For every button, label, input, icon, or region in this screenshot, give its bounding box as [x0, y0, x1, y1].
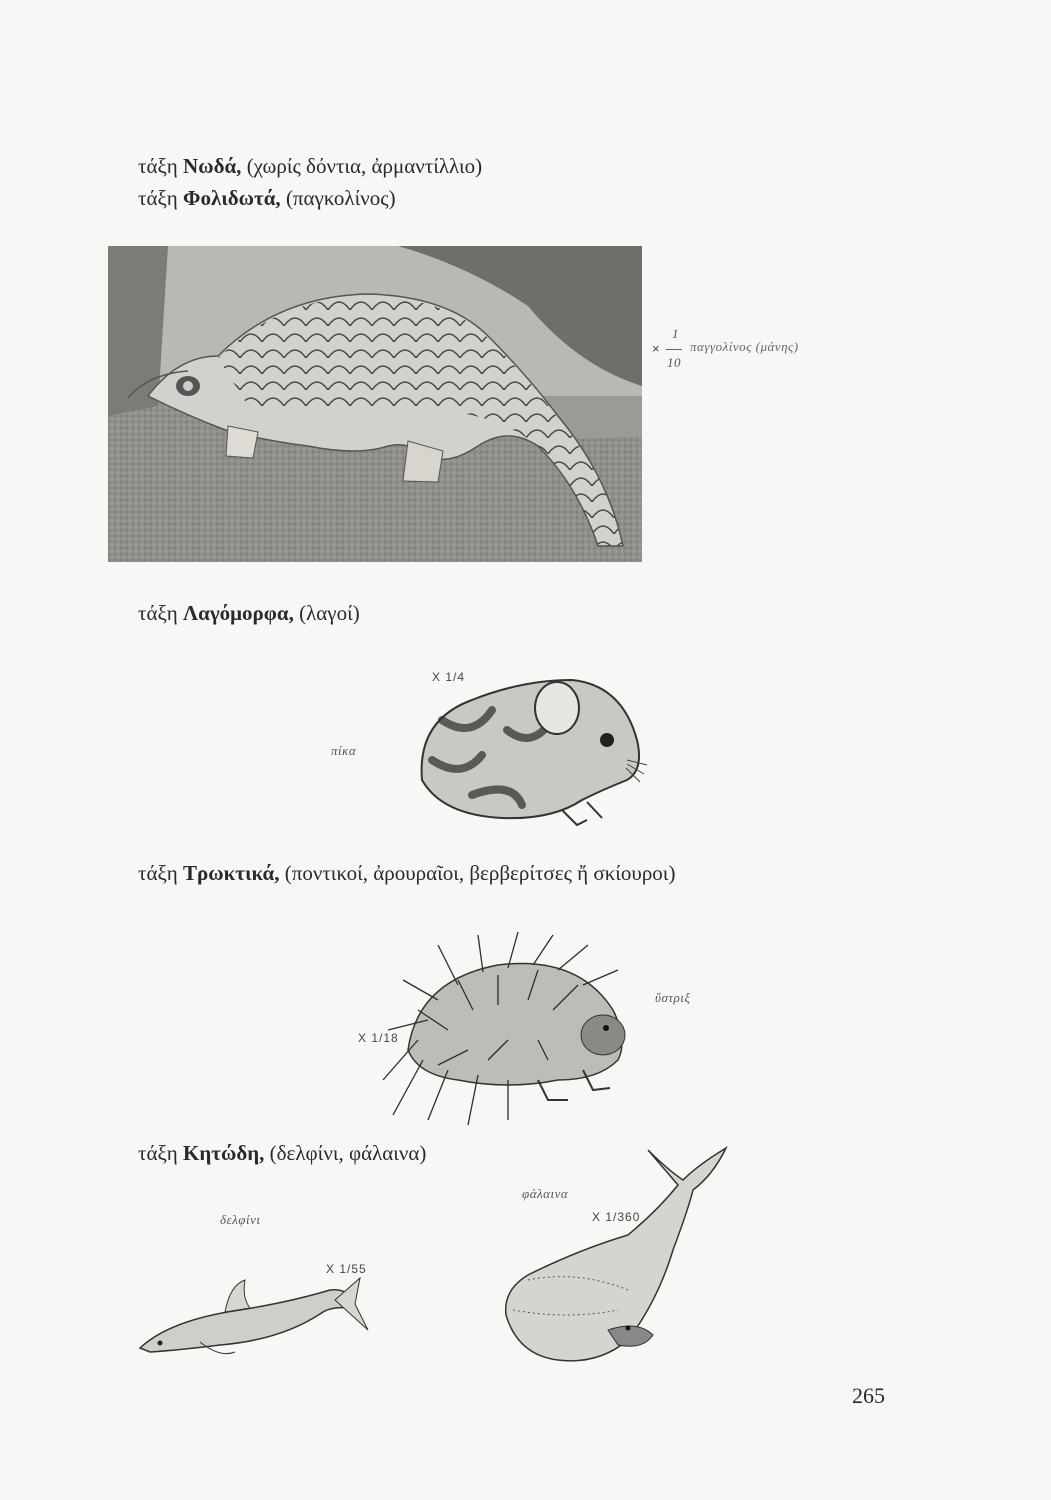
- heading-folidota: τάξη Φολιδωτά, (παγκολίνος): [138, 186, 396, 210]
- pangolin-scale-denominator: 10: [667, 355, 681, 370]
- whale-illustration: [498, 1140, 738, 1370]
- heading-lagomorpha: τάξη Λαγόμορφα, (λαγοί): [138, 601, 360, 625]
- whale-scale: X 1/360: [592, 1210, 641, 1224]
- pangolin-scale-prefix: ×: [652, 341, 661, 356]
- pangolin-scale-numerator: 1: [672, 326, 679, 341]
- dolphin-caption: δελφίνι: [220, 1212, 261, 1227]
- pangolin-photo: [108, 246, 642, 562]
- page-number: 265: [852, 1383, 885, 1408]
- dolphin-illustration: [130, 1270, 370, 1360]
- heading-rodentia: τάξη Τρωκτικά, (ποντικοί, ἀρουραῖοι, βερβερίτσες ἤ σκίουροι): [138, 861, 676, 885]
- pika-scale: X 1/4: [432, 670, 466, 684]
- porcupine-caption: ὕστριξ: [655, 990, 691, 1005]
- pangolin-scale-fraction-bar: [666, 349, 682, 350]
- porcupine-illustration: [378, 930, 648, 1125]
- heading-cetacea: τάξη Κητώδη, (δελφίνι, φάλαινα): [138, 1141, 427, 1165]
- pangolin-caption: παγγολίνος (μάνης): [690, 339, 799, 354]
- whale-caption: φάλαινα: [522, 1186, 569, 1201]
- pika-caption: πίκα: [331, 743, 357, 758]
- heading-noda: τάξη Νωδά, (χωρίς δόντια, ἀρμαντίλλιο): [138, 154, 483, 178]
- dolphin-scale: X 1/55: [326, 1262, 367, 1276]
- pika-illustration: [412, 660, 652, 830]
- porcupine-scale: X 1/18: [358, 1031, 399, 1045]
